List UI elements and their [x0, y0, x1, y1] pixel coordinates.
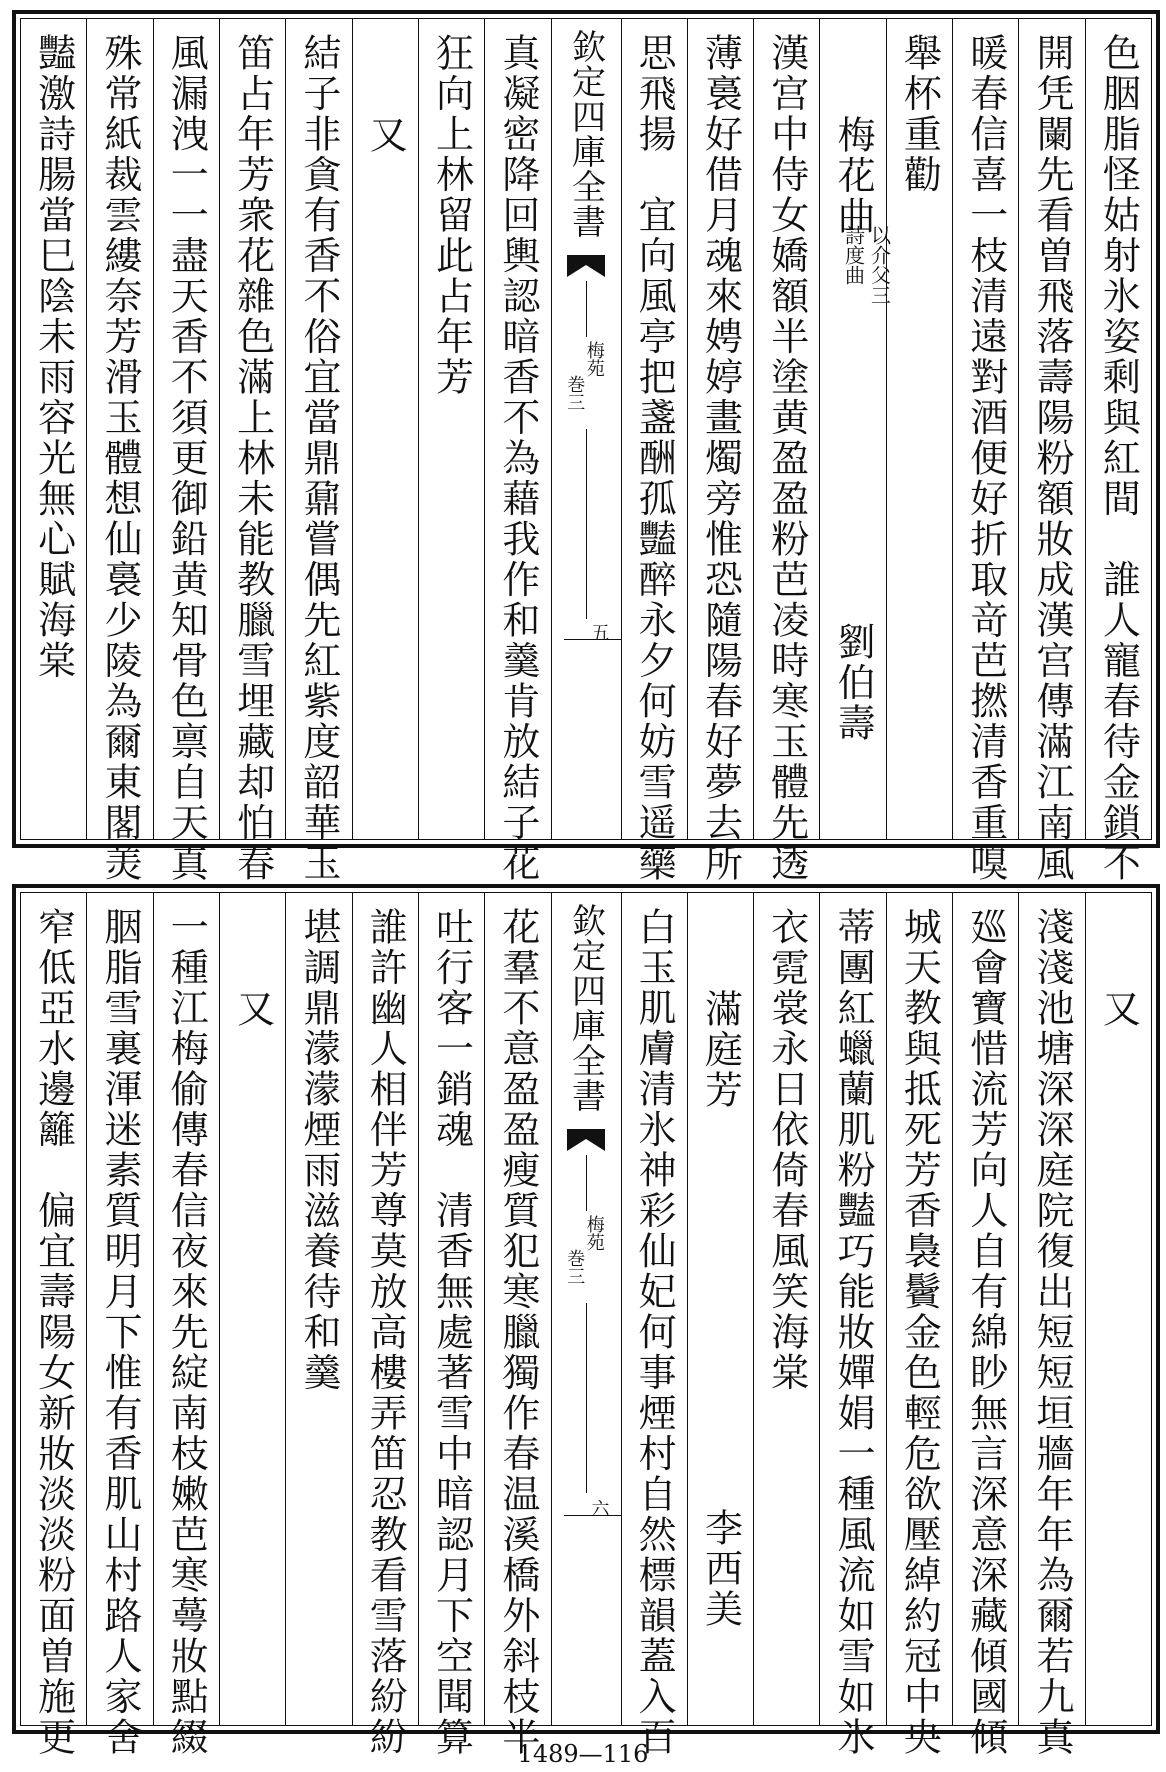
title-note: 詩度曲 — [841, 225, 866, 285]
text-column — [1018, 893, 1084, 1758]
text-column — [285, 893, 351, 1725]
column-text: 舉杯重勸 — [897, 33, 942, 195]
spine-rule — [564, 1515, 621, 1516]
column-text: 真凝密降回輿認暗香不為藉我作和羹肯放結子花 — [495, 33, 540, 884]
fishtail-ornament-icon — [567, 1129, 605, 1151]
book-title: 梅苑 — [583, 1215, 605, 1251]
text-column — [819, 893, 885, 1758]
text-column — [687, 19, 753, 884]
text-column — [753, 19, 819, 884]
poem-heading-column — [819, 19, 892, 839]
column-text: 蒂團紅蠟蘭肌粉豔巧能妝嬋娟一種風流如雪如氷 — [831, 907, 876, 1758]
text-column — [86, 893, 152, 1758]
column-text: 廵會寶惜流芳向人自有綿眇無言深意深藏傾國傾 — [963, 907, 1008, 1758]
page-spine — [551, 19, 621, 839]
volume-label: 巻三 — [564, 1249, 586, 1285]
poem-title: 梅花曲 — [831, 115, 876, 237]
text-column — [153, 893, 219, 1758]
poem-title: 又 — [230, 989, 275, 1030]
column-text: 吐行客一銷魂 清香無處著雪中暗認月下空聞算 — [429, 907, 474, 1758]
column-text: 笛占年芳衆花雜色滿上林未能教臘雪埋藏却怕春 — [230, 33, 275, 884]
text-column — [153, 19, 219, 884]
column-text: 淺淺池塘深深庭院復出短短垣牆年年為爾若九真 — [1030, 907, 1075, 1758]
column-text: 殊常紙裁雲縷奈芳滑玉體想仙裛少陵為爾東閣羙 — [97, 33, 142, 884]
text-column — [952, 893, 1018, 1758]
column-text: 暖春信喜一枝清遠對酒便好折取竒芭撚清香重嗅 — [963, 33, 1008, 884]
page-spine — [551, 893, 621, 1725]
text-column — [484, 893, 550, 1758]
author-name: 劉伯壽 — [831, 621, 876, 743]
poem-heading-column — [687, 893, 753, 1725]
text-column — [1018, 19, 1084, 884]
poem-title: 又 — [363, 115, 408, 156]
spine-line — [586, 1303, 587, 1493]
text-column — [952, 19, 1018, 884]
column-text: 薄裛好借月魂來娉婷畫燭旁惟恐隨陽春好夢去所 — [698, 33, 743, 884]
text-column — [886, 19, 952, 839]
text-column — [621, 893, 687, 1758]
top-page — [12, 10, 1160, 884]
text-column — [352, 893, 418, 1758]
column-text: 城天教與抵死芳香裊鬢金色輕危欲壓綽約冠中央 — [897, 907, 942, 1758]
text-column — [418, 893, 484, 1758]
spine-line — [586, 1155, 587, 1211]
spine-rule — [564, 639, 621, 640]
folio-number: 五 — [591, 623, 610, 644]
fishtail-ornament-icon — [567, 255, 605, 277]
column-text: 風漏洩一一盡天香不須更御鉛黄知骨色禀自天真 — [164, 33, 209, 884]
text-column — [21, 19, 86, 839]
poem-title: 又 — [1096, 989, 1141, 1030]
spine-line — [586, 281, 587, 337]
book-title: 梅苑 — [583, 341, 605, 377]
text-column — [753, 893, 819, 1725]
column-text: 一種江梅偷傳春信夜來先綻南枝嫩芭寒蕚妝點綴 — [164, 907, 209, 1758]
folio-number: 六 — [591, 1499, 610, 1520]
column-text: 堪調鼎濛濛煙雨滋養待和羹 — [296, 907, 341, 1393]
column-text: 思飛揚 宜向風亭把盞酬孤豔醉永夕何妨雪遥藥 — [632, 33, 677, 884]
column-text: 開凭闌先看曽飛落壽陽粉額妝成漢宫傳滿江南風 — [1030, 33, 1075, 884]
column-text: 誰許幽人相伴芳尊莫放高樓弄笛忍教看雪落紛紛 — [363, 907, 408, 1758]
text-column — [21, 893, 86, 1758]
poem-title: 滿庭芳 — [698, 989, 743, 1111]
column-text: 衣霓裳永日依倚春風笑海棠 — [764, 907, 809, 1393]
column-text: 白玉肌膚清氷神彩仙妃何事煙村自然標韻蓋入百 — [632, 907, 677, 1758]
text-column — [418, 19, 484, 839]
poem-heading-column — [352, 19, 418, 839]
volume-label: 巻三 — [564, 375, 586, 411]
text-column — [621, 19, 687, 884]
collection-title: 欽定四庫全書 — [565, 29, 606, 239]
poem-heading-column — [219, 893, 285, 1725]
column-text: 窄低亞水邊籬 偏宜壽陽女新妝淡淡粉面曽施更 — [31, 907, 76, 1758]
poem-heading-column — [1085, 893, 1151, 1725]
column-text: 花羣不意盈盈瘦質犯寒臘獨作春温溪橋外斜枝半 — [495, 907, 540, 1758]
column-text: 結子非貪有香不俗宜當鼎鼐嘗偶先紅紫度韶華玉 — [296, 33, 341, 884]
column-text: 豔激詩腸當巳陰未雨容光無心賦海棠 — [31, 33, 76, 681]
collection-title: 欽定四庫全書 — [565, 903, 606, 1113]
text-column — [86, 19, 152, 884]
column-text: 狂向上林留此占年芳 — [429, 33, 474, 398]
spine-line — [586, 429, 587, 619]
text-column — [886, 893, 952, 1758]
column-text: 漢宫中侍女嬌額半塗黄盈盈粉芭凌時寒玉體先透 — [764, 33, 809, 884]
text-column — [285, 19, 351, 884]
top-page-columns — [20, 18, 1152, 884]
column-text: 胭脂雪裏渾迷素質明月下惟有香肌山村路人家舍 — [97, 907, 142, 1758]
column-text: 色胭脂怪姑射氷姿剩與紅間 誰人寵春待金鎖不 — [1096, 33, 1141, 884]
title-note: 以介父三 — [867, 225, 892, 305]
author-name: 李西美 — [698, 1507, 743, 1629]
text-column — [484, 19, 550, 884]
page-number: 1489—116 — [517, 1740, 649, 1768]
text-column — [219, 19, 285, 884]
text-column — [1085, 19, 1151, 884]
